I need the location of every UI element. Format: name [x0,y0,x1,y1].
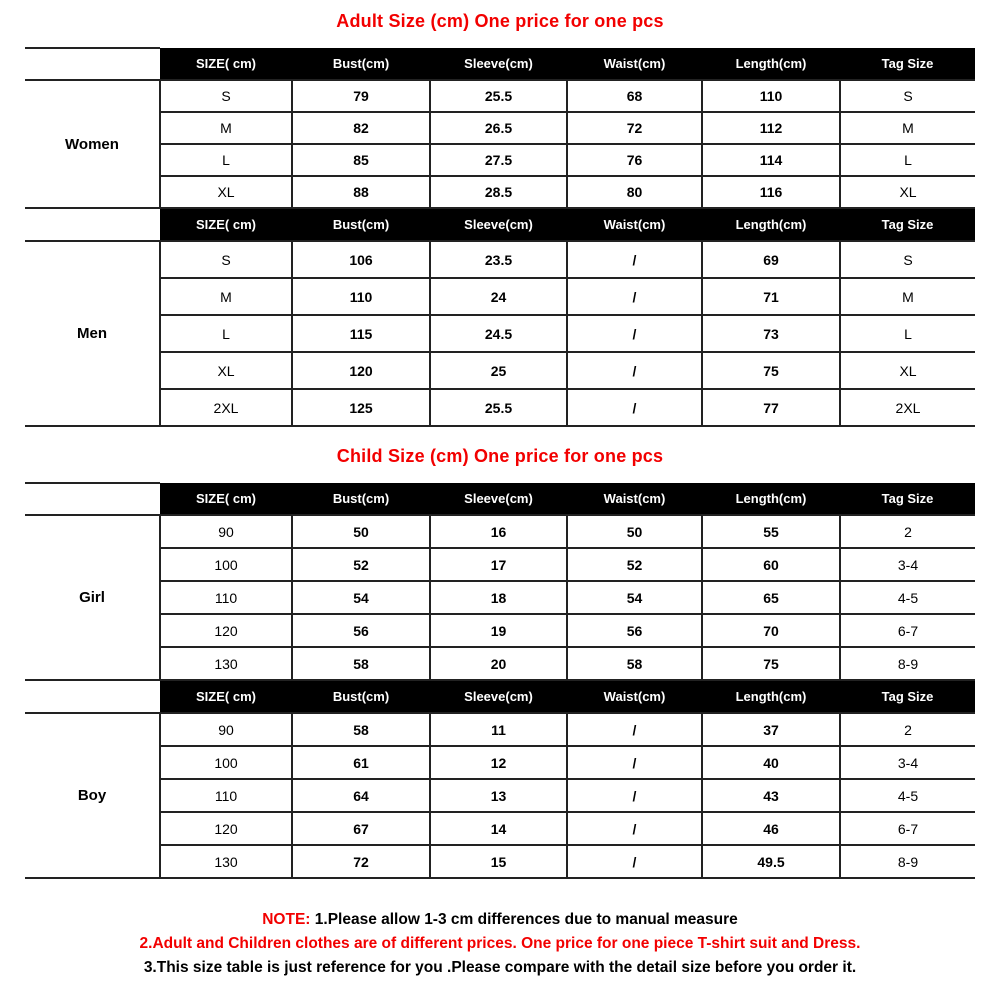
column-header-tag: Tag Size [840,208,975,241]
table-cell: 88 [292,176,430,208]
table-cell: 54 [567,581,702,614]
table-cell: 52 [567,548,702,581]
table-cell: XL [160,352,292,389]
header-corner-cell [25,483,160,515]
table-cell: L [840,315,975,352]
table-cell: 19 [430,614,567,647]
table-cell: 6-7 [840,812,975,845]
table-cell: 76 [567,144,702,176]
table-row [25,352,975,389]
column-header-size: SIZE( cm) [160,483,292,515]
table-cell: 82 [292,112,430,144]
table-cell: / [567,352,702,389]
header-corner-cell [25,680,160,713]
child-size-title: Child Size (cm) One price for one pcs [336,446,664,466]
table-row [25,112,975,144]
column-header-size: SIZE( cm) [160,48,292,80]
column-header-size: SIZE( cm) [160,680,292,713]
table-cell: S [160,80,292,112]
table-cell: 100 [160,548,292,581]
table-cell: / [567,845,702,878]
table-cell: 49.5 [702,845,840,878]
table-cell: 40 [702,746,840,779]
table-row [25,779,975,812]
note-label: NOTE: [262,911,311,928]
table-cell: 50 [292,515,430,548]
table-cell: S [160,241,292,278]
table-cell: L [840,144,975,176]
column-header-bust: Bust(cm) [292,48,430,80]
column-header-bust: Bust(cm) [292,208,430,241]
table-row [25,548,975,581]
column-header-sleeve: Sleeve(cm) [430,483,567,515]
table-cell: 60 [702,548,840,581]
table-row [25,278,975,315]
table-cell: 15 [430,845,567,878]
table-row [25,614,975,647]
table-cell: / [567,812,702,845]
table-cell: 125 [292,389,430,426]
table-cell: 73 [702,315,840,352]
table-cell: 120 [160,812,292,845]
column-header-waist: Waist(cm) [567,208,702,241]
note-line-1 [0,908,1000,932]
table-cell: 69 [702,241,840,278]
column-header-sleeve: Sleeve(cm) [430,48,567,80]
table-cell: 55 [702,515,840,548]
table-cell: M [840,278,975,315]
table-cell: 56 [567,614,702,647]
section-label-women: Women [25,80,160,208]
table-cell: / [567,278,702,315]
table-row [25,746,975,779]
table-cell: 24.5 [430,315,567,352]
boy-header-row [25,680,975,713]
adult-size-title: Adult Size (cm) One price for one pcs [336,11,664,31]
table-cell: M [160,278,292,315]
table-cell: 75 [702,352,840,389]
table-row [25,176,975,208]
header-corner-cell [25,208,160,241]
table-cell: 4-5 [840,581,975,614]
table-row [25,315,975,352]
table-cell: / [567,746,702,779]
column-header-size: SIZE( cm) [160,208,292,241]
table-cell: 85 [292,144,430,176]
column-header-length: Length(cm) [702,483,840,515]
table-cell: 28.5 [430,176,567,208]
child-size-table [25,482,975,879]
column-header-sleeve: Sleeve(cm) [430,208,567,241]
table-cell: 110 [292,278,430,315]
table-row [25,845,975,878]
column-header-length: Length(cm) [702,208,840,241]
notes-block [0,908,1000,980]
table-cell: 11 [430,713,567,746]
table-cell: / [567,779,702,812]
table-cell: 37 [702,713,840,746]
table-cell: 116 [702,176,840,208]
table-cell: / [567,315,702,352]
table-cell: 71 [702,278,840,315]
table-cell: / [567,389,702,426]
table-cell: 26.5 [430,112,567,144]
table-cell: 18 [430,581,567,614]
table-cell: 90 [160,713,292,746]
note-line-3: 3.This size table is just reference for you .Please compare with the detail size before you order it. [143,959,857,976]
table-cell: 100 [160,746,292,779]
table-cell: 120 [160,614,292,647]
table-cell: 110 [160,779,292,812]
table-cell: 70 [702,614,840,647]
table-cell: 8-9 [840,647,975,680]
section-label-men: Men [25,241,160,426]
table-cell: 61 [292,746,430,779]
table-cell: 6-7 [840,614,975,647]
table-cell: 20 [430,647,567,680]
table-cell: 79 [292,80,430,112]
column-header-bust: Bust(cm) [292,680,430,713]
note-line-1-text: 1.Please allow 1-3 cm differences due to manual measure [314,911,738,928]
table-cell: 50 [567,515,702,548]
column-header-tag: Tag Size [840,483,975,515]
table-cell: XL [840,176,975,208]
column-header-waist: Waist(cm) [567,483,702,515]
table-cell: 110 [160,581,292,614]
header-corner-cell [25,48,160,80]
table-cell: 77 [702,389,840,426]
table-cell: 2XL [840,389,975,426]
table-cell: 90 [160,515,292,548]
table-cell: M [840,112,975,144]
note-line-2: 2.Adult and Children clothes are of different prices. One price for one piece T-shirt suit and Dress. [139,935,861,952]
women-header-row [25,48,975,80]
table-cell: 130 [160,845,292,878]
table-row [25,647,975,680]
table-row [25,241,975,278]
table-cell: M [160,112,292,144]
table-cell: 3-4 [840,746,975,779]
table-cell: 43 [702,779,840,812]
table-row [25,144,975,176]
table-cell: 64 [292,779,430,812]
table-cell: 27.5 [430,144,567,176]
table-cell: 80 [567,176,702,208]
table-cell: S [840,80,975,112]
table-cell: 8-9 [840,845,975,878]
table-row [25,713,975,746]
table-cell: 2XL [160,389,292,426]
table-cell: 13 [430,779,567,812]
table-cell: 17 [430,548,567,581]
table-cell: 16 [430,515,567,548]
table-row [25,581,975,614]
table-cell: 65 [702,581,840,614]
table-cell: 72 [567,112,702,144]
section-label-boy: Boy [25,713,160,878]
table-cell: 130 [160,647,292,680]
table-cell: / [567,713,702,746]
adult-size-table [25,47,975,427]
table-cell: 4-5 [840,779,975,812]
table-cell: 58 [292,713,430,746]
table-cell: 52 [292,548,430,581]
table-cell: 75 [702,647,840,680]
table-cell: XL [840,352,975,389]
table-cell: 58 [292,647,430,680]
table-cell: 114 [702,144,840,176]
column-header-waist: Waist(cm) [567,48,702,80]
table-cell: 23.5 [430,241,567,278]
column-header-length: Length(cm) [702,680,840,713]
table-cell: L [160,144,292,176]
table-cell: 25 [430,352,567,389]
table-cell: 2 [840,713,975,746]
table-cell: 25.5 [430,389,567,426]
table-cell: 110 [702,80,840,112]
table-cell: 54 [292,581,430,614]
table-cell: 14 [430,812,567,845]
column-header-length: Length(cm) [702,48,840,80]
table-cell: / [567,241,702,278]
table-cell: 24 [430,278,567,315]
table-row [25,389,975,426]
column-header-waist: Waist(cm) [567,680,702,713]
column-header-tag: Tag Size [840,680,975,713]
column-header-tag: Tag Size [840,48,975,80]
column-header-sleeve: Sleeve(cm) [430,680,567,713]
table-cell: 58 [567,647,702,680]
section-label-girl: Girl [25,515,160,680]
table-row [25,80,975,112]
table-cell: 56 [292,614,430,647]
table-cell: L [160,315,292,352]
table-cell: 2 [840,515,975,548]
table-cell: 112 [702,112,840,144]
table-cell: 72 [292,845,430,878]
table-cell: 46 [702,812,840,845]
girl-header-row [25,483,975,515]
table-row [25,812,975,845]
table-row [25,515,975,548]
table-cell: 12 [430,746,567,779]
table-cell: 3-4 [840,548,975,581]
column-header-bust: Bust(cm) [292,483,430,515]
table-cell: 67 [292,812,430,845]
men-header-row [25,208,975,241]
table-cell: 115 [292,315,430,352]
table-cell: S [840,241,975,278]
table-cell: XL [160,176,292,208]
table-cell: 120 [292,352,430,389]
table-cell: 106 [292,241,430,278]
table-cell: 25.5 [430,80,567,112]
table-cell: 68 [567,80,702,112]
